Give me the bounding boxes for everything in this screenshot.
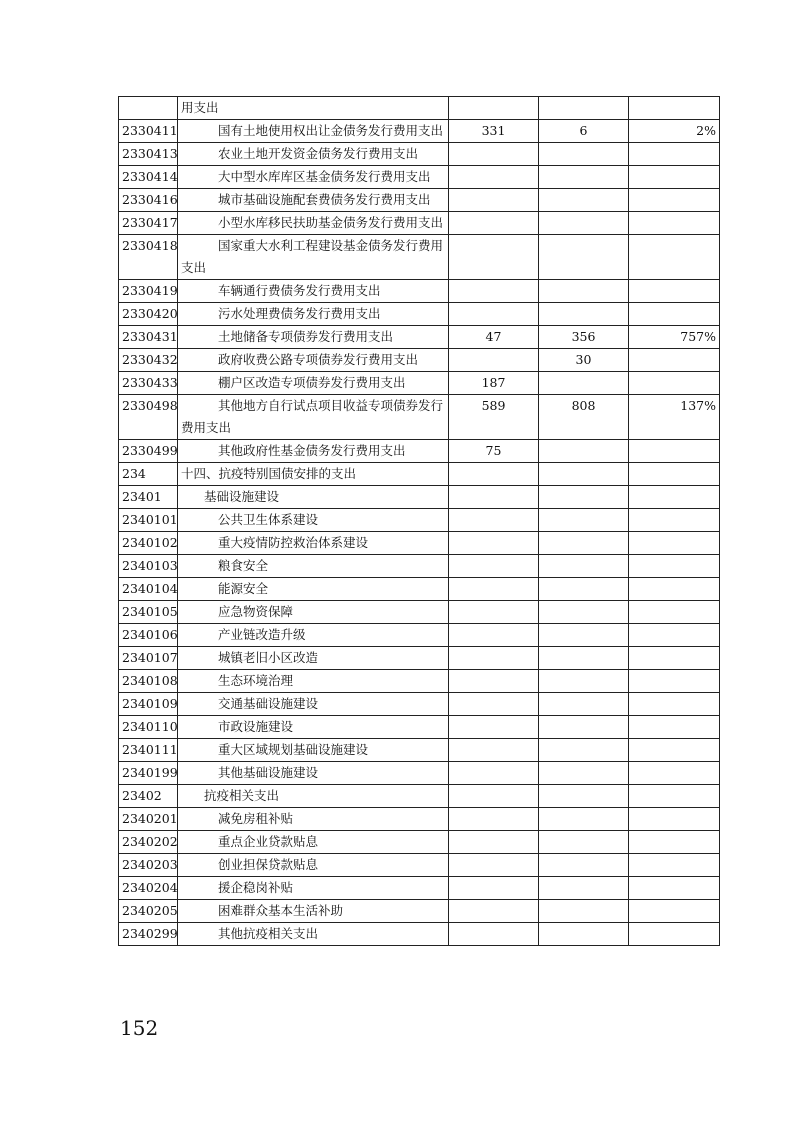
row-value-1-cell: 75 [449,440,539,463]
row-value-1-cell [449,808,539,831]
row-name-cell: 抗疫相关支出 [178,785,449,808]
table-row [119,624,720,647]
row-value-2-cell [539,739,629,762]
row-value-1-cell [449,601,539,624]
row-code-cell: 2330499 [119,440,178,463]
table-row [119,326,720,349]
row-name-cell: 国家重大水利工程建设基金债务发行费用支出 [178,235,449,280]
row-percent-cell [629,463,720,486]
row-value-1-cell [449,486,539,509]
table-row [119,601,720,624]
row-code-cell: 2330414 [119,166,178,189]
table-row [119,647,720,670]
table-row [119,900,720,923]
row-percent-cell [629,647,720,670]
row-name-cell: 污水处理费债务发行费用支出 [178,303,449,326]
row-value-1-cell [449,716,539,739]
row-value-2-cell [539,509,629,532]
row-code-cell: 23401 [119,486,178,509]
row-value-2-cell: 356 [539,326,629,349]
row-value-2-cell [539,854,629,877]
row-name-cell: 市政设施建设 [178,716,449,739]
row-value-1-cell [449,189,539,212]
table-row [119,303,720,326]
row-name-cell: 公共卫生体系建设 [178,509,449,532]
row-name-cell: 用支出 [178,97,449,120]
row-code-cell: 2340104 [119,578,178,601]
row-code-cell: 2340102 [119,532,178,555]
table-row [119,555,720,578]
row-value-1-cell [449,624,539,647]
row-value-1-cell [449,143,539,166]
table-row [119,212,720,235]
row-value-1-cell [449,739,539,762]
row-code-cell: 2330413 [119,143,178,166]
row-code-cell: 2340202 [119,831,178,854]
row-name-cell: 产业链改造升级 [178,624,449,647]
row-value-2-cell [539,372,629,395]
row-code-cell [119,97,178,120]
row-name-cell: 十四、抗疫特别国债安排的支出 [178,463,449,486]
row-value-2-cell [539,808,629,831]
row-value-1-cell [449,831,539,854]
row-value-1-cell [449,97,539,120]
row-percent-cell [629,212,720,235]
row-value-1-cell [449,578,539,601]
table-row [119,923,720,946]
table-row [119,509,720,532]
row-value-2-cell [539,303,629,326]
row-code-cell: 2330411 [119,120,178,143]
row-percent-cell [629,532,720,555]
row-code-cell: 2330419 [119,280,178,303]
table-row [119,463,720,486]
row-value-2-cell: 6 [539,120,629,143]
row-percent-cell [629,349,720,372]
row-value-2-cell [539,785,629,808]
table-row [119,808,720,831]
row-value-2-cell [539,877,629,900]
row-value-1-cell [449,212,539,235]
table-row [119,166,720,189]
row-percent-cell [629,280,720,303]
row-percent-cell [629,785,720,808]
row-name-cell: 其他基础设施建设 [178,762,449,785]
row-percent-cell [629,601,720,624]
table-row [119,349,720,372]
row-value-2-cell [539,166,629,189]
table-row [119,395,720,440]
row-value-1-cell [449,900,539,923]
row-value-2-cell [539,189,629,212]
table-row [119,693,720,716]
row-code-cell: 2330432 [119,349,178,372]
table-row [119,440,720,463]
row-value-1-cell [449,303,539,326]
row-percent-cell [629,716,720,739]
row-code-cell: 2340105 [119,601,178,624]
row-value-1-cell [449,463,539,486]
row-name-cell: 困难群众基本生活补助 [178,900,449,923]
table-row [119,97,720,120]
row-name-cell: 重大疫情防控救治体系建设 [178,532,449,555]
row-value-2-cell [539,831,629,854]
row-value-1-cell [449,670,539,693]
row-name-cell: 其他抗疫相关支出 [178,923,449,946]
row-percent-cell [629,808,720,831]
row-value-2-cell [539,555,629,578]
row-name-cell: 小型水库移民扶助基金债务发行费用支出 [178,212,449,235]
row-name-cell: 重点企业贷款贴息 [178,831,449,854]
row-percent-cell [629,739,720,762]
row-name-cell: 交通基础设施建设 [178,693,449,716]
row-percent-cell [629,143,720,166]
row-code-cell: 2330433 [119,372,178,395]
row-code-cell: 2330417 [119,212,178,235]
row-value-2-cell [539,923,629,946]
row-name-cell: 车辆通行费债务发行费用支出 [178,280,449,303]
row-code-cell: 2340203 [119,854,178,877]
row-value-1-cell: 331 [449,120,539,143]
row-code-cell: 2340107 [119,647,178,670]
row-value-2-cell [539,624,629,647]
row-value-2-cell [539,280,629,303]
row-name-cell: 减免房租补贴 [178,808,449,831]
row-value-2-cell [539,900,629,923]
row-value-2-cell [539,463,629,486]
row-name-cell: 国有土地使用权出让金债务发行费用支出 [178,120,449,143]
budget-table [118,96,720,946]
row-percent-cell [629,854,720,877]
row-name-cell: 城市基础设施配套费债务发行费用支出 [178,189,449,212]
row-percent-cell: 137% [629,395,720,440]
row-percent-cell [629,486,720,509]
row-percent-cell: 2% [629,120,720,143]
row-value-1-cell [449,693,539,716]
row-value-1-cell [449,647,539,670]
row-percent-cell [629,189,720,212]
row-value-2-cell [539,235,629,280]
table-row [119,372,720,395]
row-value-1-cell [449,166,539,189]
row-code-cell: 2340199 [119,762,178,785]
table-row [119,762,720,785]
row-value-2-cell [539,670,629,693]
row-name-cell: 城镇老旧小区改造 [178,647,449,670]
row-name-cell: 应急物资保障 [178,601,449,624]
row-value-1-cell [449,923,539,946]
row-value-2-cell [539,693,629,716]
row-name-cell: 粮食安全 [178,555,449,578]
row-value-1-cell [449,349,539,372]
row-name-cell: 大中型水库库区基金债务发行费用支出 [178,166,449,189]
row-value-2-cell [539,532,629,555]
table-row [119,831,720,854]
row-code-cell: 23402 [119,785,178,808]
row-percent-cell [629,509,720,532]
row-code-cell: 2340110 [119,716,178,739]
row-percent-cell [629,762,720,785]
row-name-cell: 其他政府性基金债务发行费用支出 [178,440,449,463]
row-code-cell: 2340101 [119,509,178,532]
row-percent-cell [629,440,720,463]
row-value-1-cell: 47 [449,326,539,349]
table-row [119,235,720,280]
row-code-cell: 2340111 [119,739,178,762]
row-value-2-cell [539,143,629,166]
table-row [119,486,720,509]
row-percent-cell [629,97,720,120]
row-percent-cell [629,877,720,900]
row-code-cell: 2340299 [119,923,178,946]
budget-table-body [119,97,720,946]
row-percent-cell [629,303,720,326]
row-name-cell: 援企稳岗补贴 [178,877,449,900]
row-percent-cell [629,670,720,693]
row-value-1-cell [449,532,539,555]
row-name-cell: 其他地方自行试点项目收益专项债券发行费用支出 [178,395,449,440]
row-value-1-cell [449,877,539,900]
table-row [119,143,720,166]
row-percent-cell [629,900,720,923]
row-value-2-cell: 808 [539,395,629,440]
row-value-2-cell [539,716,629,739]
row-percent-cell [629,555,720,578]
row-percent-cell [629,578,720,601]
row-name-cell: 生态环境治理 [178,670,449,693]
row-code-cell: 2330431 [119,326,178,349]
row-value-2-cell [539,578,629,601]
row-name-cell: 基础设施建设 [178,486,449,509]
row-code-cell: 2340106 [119,624,178,647]
row-value-1-cell [449,854,539,877]
row-percent-cell [629,831,720,854]
row-value-2-cell: 30 [539,349,629,372]
row-value-1-cell [449,555,539,578]
row-value-2-cell [539,212,629,235]
row-code-cell: 2330416 [119,189,178,212]
row-code-cell: 234 [119,463,178,486]
row-percent-cell [629,923,720,946]
row-value-1-cell [449,762,539,785]
row-percent-cell [629,372,720,395]
table-row [119,670,720,693]
row-value-1-cell: 187 [449,372,539,395]
row-percent-cell [629,693,720,716]
row-value-2-cell [539,601,629,624]
row-name-cell: 政府收费公路专项债券发行费用支出 [178,349,449,372]
table-row [119,578,720,601]
row-value-1-cell [449,235,539,280]
table-row [119,280,720,303]
row-percent-cell [629,166,720,189]
row-code-cell: 2330498 [119,395,178,440]
row-name-cell: 农业土地开发资金债务发行费用支出 [178,143,449,166]
row-name-cell: 土地储备专项债券发行费用支出 [178,326,449,349]
row-code-cell: 2340109 [119,693,178,716]
row-value-1-cell [449,280,539,303]
row-code-cell: 2330420 [119,303,178,326]
row-value-2-cell [539,486,629,509]
row-value-1-cell [449,509,539,532]
row-code-cell: 2340108 [119,670,178,693]
row-value-2-cell [539,440,629,463]
row-percent-cell [629,235,720,280]
row-value-2-cell [539,97,629,120]
row-percent-cell [629,624,720,647]
table-row [119,877,720,900]
row-name-cell: 棚户区改造专项债券发行费用支出 [178,372,449,395]
table-row [119,739,720,762]
row-percent-cell: 757% [629,326,720,349]
table-row [119,716,720,739]
row-name-cell: 创业担保贷款贴息 [178,854,449,877]
row-value-2-cell [539,762,629,785]
table-row [119,532,720,555]
row-value-1-cell: 589 [449,395,539,440]
row-code-cell: 2340201 [119,808,178,831]
row-code-cell: 2340103 [119,555,178,578]
page-number: 152 [120,1016,159,1040]
row-name-cell: 重大区域规划基础设施建设 [178,739,449,762]
row-name-cell: 能源安全 [178,578,449,601]
row-code-cell: 2340204 [119,877,178,900]
table-row [119,854,720,877]
table-row [119,189,720,212]
row-code-cell: 2330418 [119,235,178,280]
table-row [119,120,720,143]
row-value-2-cell [539,647,629,670]
row-value-1-cell [449,785,539,808]
row-code-cell: 2340205 [119,900,178,923]
table-row [119,785,720,808]
